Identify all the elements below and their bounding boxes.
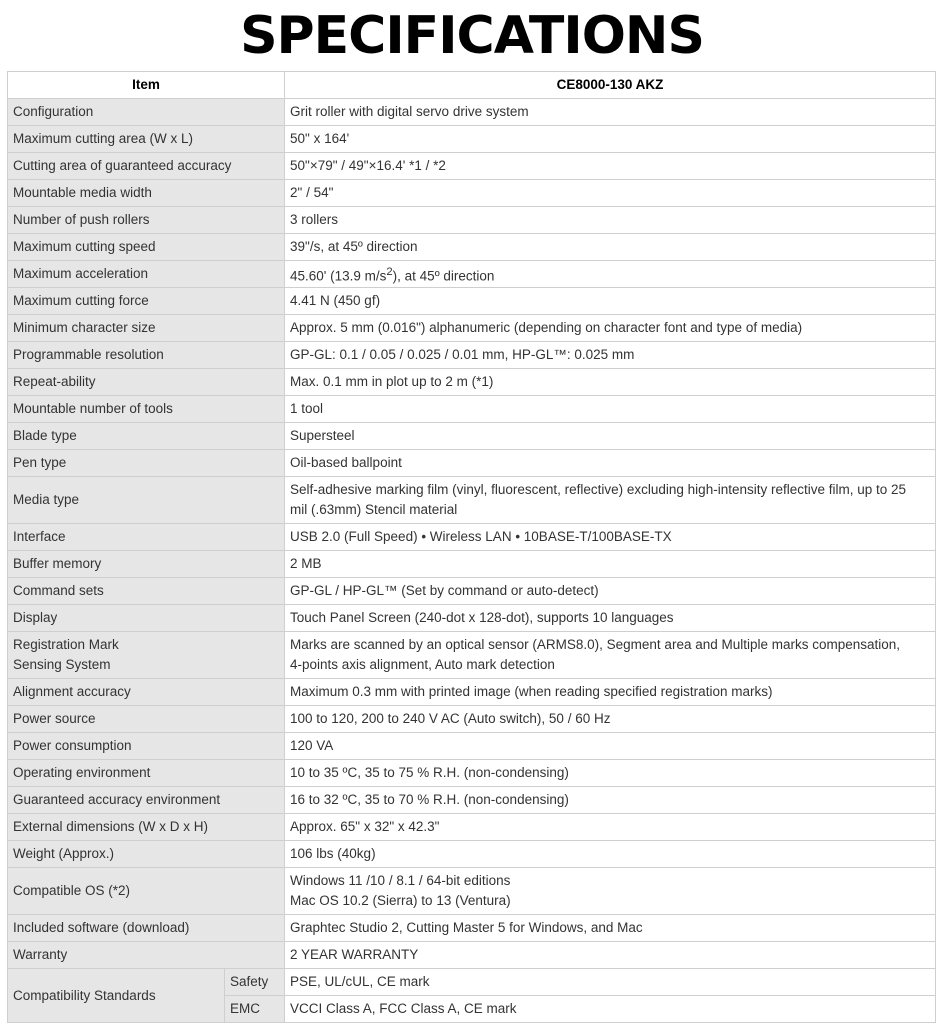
row-label — [8, 632, 285, 679]
table-row — [8, 605, 936, 632]
row-value: GP-GL / HP-GL™ (Set by command or auto-detect) — [285, 578, 936, 605]
table-row — [8, 524, 936, 551]
row-label: Power consumption — [8, 733, 285, 760]
row-value: PSE, UL/cUL, CE mark — [285, 969, 936, 996]
row-label: Cutting area of guaranteed accuracy — [8, 153, 285, 180]
table-row — [8, 706, 936, 733]
row-value: 39"/s, at 45º direction — [285, 234, 936, 261]
row-label: Display — [8, 605, 285, 632]
row-label: Weight (Approx.) — [8, 841, 285, 868]
row-value: Grit roller with digital servo drive system — [285, 99, 936, 126]
row-label: Pen type — [8, 450, 285, 477]
label-line: Registration Mark — [13, 637, 119, 652]
table-row — [8, 288, 936, 315]
table-row — [8, 578, 936, 605]
value-line: 4-points axis alignment, Auto mark detection — [290, 657, 555, 672]
label-line: Sensing System — [13, 657, 111, 672]
table-row — [8, 450, 936, 477]
row-value: Touch Panel Screen (240-dot x 128-dot), supports 10 languages — [285, 605, 936, 632]
row-label: Operating environment — [8, 760, 285, 787]
table-row — [8, 632, 936, 679]
value-line: Mac OS 10.2 (Sierra) to 13 (Ventura) — [290, 893, 511, 908]
row-label: Blade type — [8, 423, 285, 450]
row-label: Buffer memory — [8, 551, 285, 578]
standards-sub-label: EMC — [225, 996, 285, 1023]
table-row — [8, 423, 936, 450]
row-value: Approx. 5 mm (0.016") alphanumeric (depending on character font and type of media) — [285, 315, 936, 342]
table-row — [8, 760, 936, 787]
table-row — [8, 787, 936, 814]
row-value: 3 rollers — [285, 207, 936, 234]
row-label: Mountable number of tools — [8, 396, 285, 423]
table-row — [8, 126, 936, 153]
table-row — [8, 551, 936, 578]
row-label: Repeat-ability — [8, 369, 285, 396]
table-row — [8, 915, 936, 942]
row-label: Maximum acceleration — [8, 261, 285, 288]
page-title: SPECIFICATIONS — [240, 6, 704, 66]
row-value — [285, 261, 936, 288]
row-label: Maximum cutting area (W x L) — [8, 126, 285, 153]
row-label: Power source — [8, 706, 285, 733]
table-row — [8, 733, 936, 760]
table-row — [8, 99, 936, 126]
row-value: 50"×79" / 49"×16.4' *1 / *2 — [285, 153, 936, 180]
value-line: Windows 11 /10 / 8.1 / 64-bit editions — [290, 873, 511, 888]
row-value: 16 to 32 ºC, 35 to 70 % R.H. (non-condensing) — [285, 787, 936, 814]
row-value: 2 YEAR WARRANTY — [285, 942, 936, 969]
row-value: VCCI Class A, FCC Class A, CE mark — [285, 996, 936, 1023]
value-text: 45.60' (13.9 m/s — [290, 268, 387, 284]
value-line: Marks are scanned by an optical sensor (ARMS8.0), Segment area and Multiple marks compensation, — [290, 637, 901, 652]
table-row — [8, 342, 936, 369]
row-value: Approx. 65" x 32" x 42.3" — [285, 814, 936, 841]
row-label: Mountable media width — [8, 180, 285, 207]
table-row — [8, 841, 936, 868]
row-value: 100 to 120, 200 to 240 V AC (Auto switch), 50 / 60 Hz — [285, 706, 936, 733]
row-value: 2 MB — [285, 551, 936, 578]
row-value: GP-GL: 0.1 / 0.05 / 0.025 / 0.01 mm, HP-GL™: 0.025 mm — [285, 342, 936, 369]
table-row — [8, 396, 936, 423]
table-row — [8, 234, 936, 261]
row-label: Minimum character size — [8, 315, 285, 342]
row-label: Configuration — [8, 99, 285, 126]
table-row — [8, 153, 936, 180]
row-label: Warranty — [8, 942, 285, 969]
row-value: 2" / 54" — [285, 180, 936, 207]
row-label: Guaranteed accuracy environment — [8, 787, 285, 814]
superscript: 2 — [386, 265, 393, 278]
row-label: Maximum cutting speed — [8, 234, 285, 261]
table-row — [8, 477, 936, 524]
standards-sub-label: Safety — [225, 969, 285, 996]
table-row — [8, 868, 936, 915]
row-value: USB 2.0 (Full Speed) • Wireless LAN • 10BASE-T/100BASE-TX — [285, 524, 936, 551]
row-label: Number of push rollers — [8, 207, 285, 234]
row-value — [285, 868, 936, 915]
table-row — [8, 369, 936, 396]
row-value: Maximum 0.3 mm with printed image (when reading specified registration marks) — [285, 679, 936, 706]
row-label: Programmable resolution — [8, 342, 285, 369]
table-row — [8, 814, 936, 841]
row-value: Graphtec Studio 2, Cutting Master 5 for Windows, and Mac — [285, 915, 936, 942]
row-value — [285, 477, 936, 524]
value-line: Self-adhesive marking film (vinyl, fluorescent, reflective) excluding high-intensity reflective film, up to 25 — [290, 482, 907, 497]
table-row — [8, 315, 936, 342]
header-item: Item — [8, 72, 285, 99]
table-header-row — [8, 72, 936, 99]
row-label: Media type — [8, 477, 285, 524]
row-label: Included software (download) — [8, 915, 285, 942]
row-value: Max. 0.1 mm in plot up to 2 m (*1) — [285, 369, 936, 396]
table-row — [8, 942, 936, 969]
row-label: Maximum cutting force — [8, 288, 285, 315]
value-line: mil (.63mm) Stencil material — [290, 502, 458, 517]
row-value: 106 lbs (40kg) — [285, 841, 936, 868]
header-model: CE8000-130 AKZ — [285, 72, 936, 99]
row-value: 10 to 35 ºC, 35 to 75 % R.H. (non-condensing) — [285, 760, 936, 787]
value-text: ), at 45º direction — [392, 268, 495, 284]
table-row — [8, 679, 936, 706]
row-value: 1 tool — [285, 396, 936, 423]
row-value: Oil-based ballpoint — [285, 450, 936, 477]
row-value: 120 VA — [285, 733, 936, 760]
standards-label: Compatibility Standards — [8, 969, 225, 1023]
row-value: 50" x 164' — [285, 126, 936, 153]
table-row — [8, 180, 936, 207]
table-row — [8, 261, 936, 288]
row-label: Compatible OS (*2) — [8, 868, 285, 915]
table-row — [8, 969, 936, 996]
row-label: External dimensions (W x D x H) — [8, 814, 285, 841]
row-value: 4.41 N (450 gf) — [285, 288, 936, 315]
row-label: Alignment accuracy — [8, 679, 285, 706]
table-row — [8, 207, 936, 234]
row-label: Command sets — [8, 578, 285, 605]
specifications-table — [7, 71, 936, 1023]
row-label: Interface — [8, 524, 285, 551]
row-value — [285, 632, 936, 679]
row-value: Supersteel — [285, 423, 936, 450]
